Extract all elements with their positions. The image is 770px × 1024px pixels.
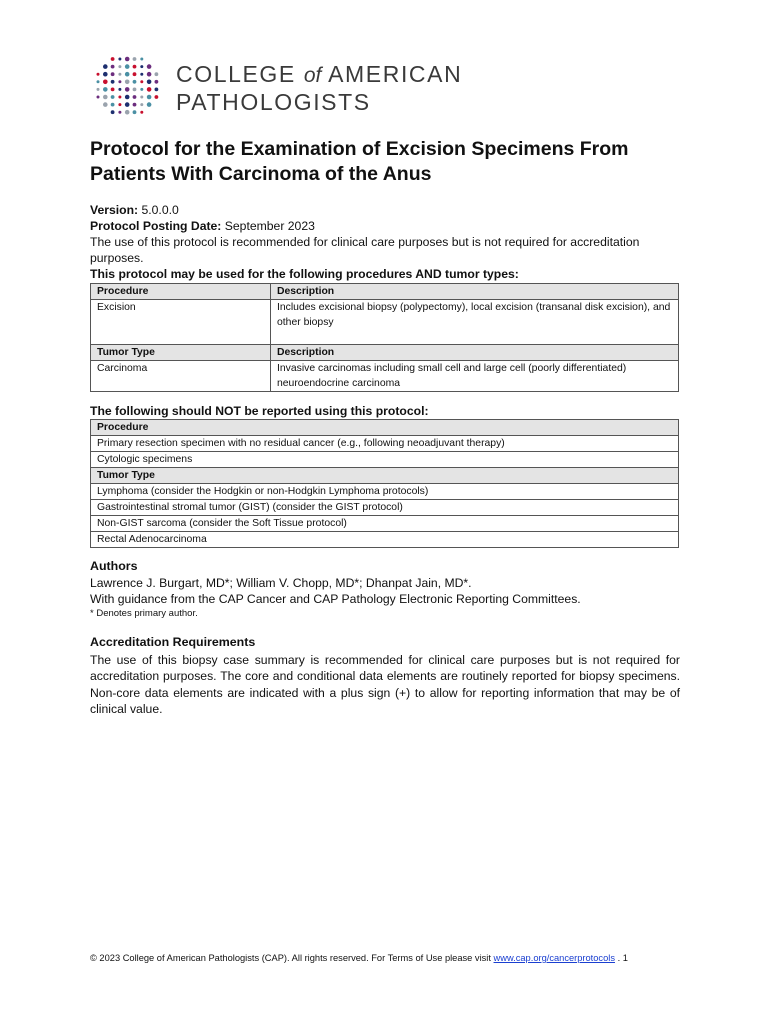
procedure-header: Procedure: [91, 284, 271, 300]
page-title: Protocol for the Examination of Excision Specimens From Patients With Carcinoma of the Anus: [90, 138, 629, 185]
not-reported-tumor-header: Tumor Type: [91, 468, 679, 484]
logo-dot: [133, 110, 137, 114]
logo-line2: PATHOLOGISTS: [176, 89, 371, 115]
protocol-meta: [90, 202, 680, 282]
logo-dot: [111, 57, 115, 61]
logo-dot: [111, 95, 115, 99]
logo-dot: [147, 72, 152, 77]
logo-dot: [125, 72, 130, 77]
logo-dot: [97, 88, 100, 91]
logo-dot: [118, 96, 121, 99]
logo-dot: [118, 88, 121, 91]
authors-guidance: With guidance from the CAP Cancer and CAP Pathology Electronic Reporting Committees.: [90, 592, 581, 606]
procedure-description: Includes excisional biopsy (polypectomy), local excision (transanal disk excision), and other biopsy: [271, 300, 679, 345]
table-header-row: [91, 284, 679, 300]
excluded-tumor: Rectal Adenocarcinoma: [91, 532, 679, 548]
authors-section: [90, 558, 680, 621]
table-row: [91, 484, 679, 500]
logo-dot: [147, 102, 152, 107]
logo-dot: [133, 95, 137, 99]
logo-dot: [118, 111, 121, 114]
logo-dot: [140, 58, 143, 61]
procedures-table: [90, 283, 679, 392]
tumor-type-description: Invasive carcinomas including small cell and large cell (poorly differentiated) neuroendocrine carcinoma: [271, 361, 679, 392]
logo-dot: [125, 110, 130, 115]
logo-dot: [133, 103, 137, 107]
logo-dot: [103, 87, 108, 92]
not-reported-procedure-header: Procedure: [91, 420, 679, 436]
logo-dot: [155, 72, 159, 76]
logo-dot: [133, 72, 137, 76]
tumor-type-header: Tumor Type: [91, 345, 271, 361]
logo-dot: [125, 80, 130, 85]
table-header-row: [91, 420, 679, 436]
logo-dot: [133, 80, 137, 84]
cap-logo: [94, 55, 494, 120]
logo-dot: [133, 65, 137, 69]
footer-copyright: © 2023 College of American Pathologists (CAP). All rights reserved. For Terms of Use please visit: [90, 953, 491, 963]
table-header-row: [91, 468, 679, 484]
logo-dot: [111, 72, 115, 76]
not-reported-table: [90, 419, 679, 548]
table-row: [91, 300, 679, 345]
tumor-type-name: Carcinoma: [91, 361, 271, 392]
excluded-procedure: Primary resection specimen with no residual cancer (e.g., following neoadjuvant therapy): [91, 436, 679, 452]
logo-dot: [133, 88, 137, 92]
cancer-protocols-link[interactable]: www.cap.org/cancerprotocols: [493, 953, 615, 963]
logo-dot: [125, 64, 130, 69]
logo-dot: [103, 72, 108, 77]
logo-dot: [103, 64, 108, 69]
table-row: [91, 361, 679, 392]
excluded-tumor: Gastrointestinal stromal tumor (GIST) (consider the GIST protocol): [91, 500, 679, 516]
logo-dot: [147, 64, 152, 69]
version-value: 5.0.0.0: [141, 203, 179, 217]
logo-dot: [97, 96, 100, 99]
version-label: Version:: [90, 203, 139, 217]
accreditation-heading: Accreditation Requirements: [90, 635, 256, 649]
logo-dot: [111, 103, 115, 107]
logo-dot: [125, 57, 130, 62]
logo-dot: [147, 87, 152, 92]
table-row: [91, 436, 679, 452]
cap-logo-wordmark: [176, 61, 462, 115]
accreditation-section: [90, 634, 680, 718]
excluded-procedure: Cytologic specimens: [91, 452, 679, 468]
posting-date-label: Protocol Posting Date:: [90, 219, 222, 233]
logo-dot: [155, 88, 159, 92]
logo-dot: [97, 73, 100, 76]
authors-heading: Authors: [90, 559, 138, 573]
logo-dot: [125, 102, 130, 107]
table-row: [91, 452, 679, 468]
logo-line1-a: COLLEGE: [176, 61, 304, 87]
posting-date-value: September 2023: [224, 219, 315, 233]
logo-dot: [118, 103, 121, 106]
table-row: [91, 500, 679, 516]
logo-dot: [133, 57, 137, 61]
logo-dot: [118, 65, 121, 68]
excluded-tumor: Non-GIST sarcoma (consider the Soft Tissue protocol): [91, 516, 679, 532]
logo-dot: [140, 80, 143, 83]
logo-dot: [118, 73, 121, 76]
logo-dot: [118, 58, 121, 61]
logo-dot: [140, 103, 143, 106]
logo-dot: [140, 65, 143, 68]
logo-line1-of: of: [303, 64, 322, 87]
logo-dot: [147, 80, 152, 85]
logo-dot: [125, 87, 130, 92]
page-footer: [90, 953, 680, 963]
logo-dot: [103, 102, 108, 107]
primary-author-note: * Denotes primary author.: [90, 608, 198, 619]
logo-dot: [140, 73, 143, 76]
logo-dot: [140, 88, 143, 91]
table-row: [91, 532, 679, 548]
logo-dot: [140, 111, 143, 114]
logo-dot: [118, 80, 121, 83]
not-reported-heading: The following should NOT be reported using this protocol:: [90, 404, 429, 418]
table-header-row: [91, 345, 679, 361]
description-header: Description: [271, 284, 679, 300]
page-number: . 1: [617, 953, 628, 963]
description-header-2: Description: [271, 345, 679, 361]
cap-logo-dots-icon: [94, 55, 160, 117]
usage-statement: The use of this protocol is recommended for clinical care purposes but is not required for accreditation purposes.: [90, 235, 640, 265]
logo-dot: [147, 95, 152, 100]
logo-dot: [111, 65, 115, 69]
procedure-name: Excision: [91, 300, 271, 345]
logo-line1-b: AMERICAN: [321, 61, 463, 87]
logo-dot: [125, 95, 130, 100]
logo-dot: [103, 80, 108, 85]
logo-dot: [111, 80, 115, 84]
logo-dot: [97, 80, 100, 83]
logo-dot: [111, 110, 115, 114]
table-row: [91, 516, 679, 532]
author-names: Lawrence J. Burgart, MD*; William V. Chopp, MD*; Dhanpat Jain, MD*.: [90, 576, 472, 590]
logo-dot: [103, 95, 108, 100]
accreditation-text: The use of this biopsy case summary is recommended for clinical care purposes but is not required for accreditation purposes. The core and conditional data elements are routinely reported for biopsy specimens. Non-core data elements are indicated with a plus sign (+) to allow for reporting information that may be of clinical value.: [90, 652, 680, 716]
excluded-tumor: Lymphoma (consider the Hodgkin or non-Hodgkin Lymphoma protocols): [91, 484, 679, 500]
logo-dot: [111, 88, 115, 92]
logo-dot: [140, 96, 143, 99]
logo-dot: [155, 80, 159, 84]
logo-dot: [155, 95, 159, 99]
may-be-used-heading: This protocol may be used for the following procedures AND tumor types:: [90, 267, 519, 281]
